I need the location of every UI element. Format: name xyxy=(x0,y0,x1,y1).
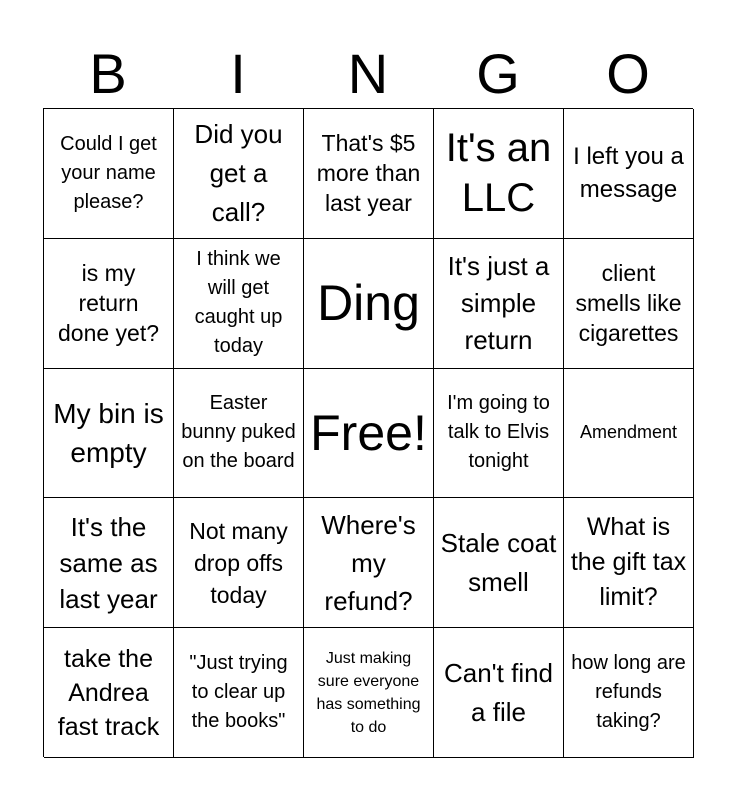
bingo-header xyxy=(43,40,693,108)
cell-text: how long are refunds taking? xyxy=(571,652,686,733)
bingo-cell-r1-c0[interactable] xyxy=(44,239,174,369)
cell-text: client smells like cigarettes xyxy=(575,260,682,347)
bingo-cell-r3-c2[interactable] xyxy=(304,498,434,628)
bingo-cell-r0-c3[interactable] xyxy=(434,109,564,239)
cell-text: Easter bunny puked on the board xyxy=(181,392,296,473)
bingo-cell-r4-c2[interactable] xyxy=(304,628,434,758)
cell-text: I'm going to talk to Elvis tonight xyxy=(447,392,550,473)
header-letter-i: I xyxy=(230,42,246,105)
cell-text: That's $5 more than last year xyxy=(316,130,421,217)
bingo-cell-r0-c2[interactable] xyxy=(304,109,434,239)
cell-text: is my return done yet? xyxy=(57,260,160,347)
bingo-cell-r1-c4[interactable] xyxy=(564,239,694,369)
cell-text: Where's my refund? xyxy=(321,509,416,616)
cell-text: take the Andrea fast track xyxy=(57,644,160,741)
header-letter-b: B xyxy=(89,42,127,105)
cell-text: What is the gift tax limit? xyxy=(570,513,687,612)
bingo-cell-r2-c4[interactable] xyxy=(564,369,694,499)
bingo-cell-r1-c1[interactable] xyxy=(174,239,304,369)
bingo-cell-r3-c1[interactable] xyxy=(174,498,304,628)
bingo-cell-r1-c2[interactable] xyxy=(304,239,434,369)
header-letter-o: O xyxy=(606,42,650,105)
cell-text: It's an LLC xyxy=(445,126,552,221)
header-letter-g: G xyxy=(476,42,520,105)
cell-text: Can't find a file xyxy=(443,657,554,727)
bingo-cell-r1-c3[interactable] xyxy=(434,239,564,369)
bingo-cell-r3-c4[interactable] xyxy=(564,498,694,628)
cell-text: Just making sure everyone has something to do xyxy=(316,649,421,736)
bingo-cell-r4-c0[interactable] xyxy=(44,628,174,758)
cell-text: I think we will get caught up today xyxy=(194,248,283,358)
bingo-cell-r4-c3[interactable] xyxy=(434,628,564,758)
cell-text: It's just a simple return xyxy=(447,250,550,355)
bingo-cell-r4-c1[interactable] xyxy=(174,628,304,758)
bingo-cell-r0-c0[interactable] xyxy=(44,109,174,239)
cell-text: Could I get your name please? xyxy=(60,132,157,213)
bingo-cell-r2-c3[interactable] xyxy=(434,369,564,499)
bingo-cell-r4-c4[interactable] xyxy=(564,628,694,758)
bingo-cell-r3-c0[interactable] xyxy=(44,498,174,628)
header-letter-n: N xyxy=(347,42,389,105)
bingo-cell-r2-c1[interactable] xyxy=(174,369,304,499)
cell-text: Not many drop offs today xyxy=(189,517,288,608)
cell-text: It's the same as last year xyxy=(59,511,158,614)
bingo-cell-r2-c2[interactable] xyxy=(304,369,434,499)
cell-text: My bin is empty xyxy=(53,397,164,468)
cell-text: Stale coat smell xyxy=(440,527,557,597)
cell-text: "Just trying to clear up the books" xyxy=(189,652,288,733)
bingo-cell-r3-c3[interactable] xyxy=(434,498,564,628)
cell-text: Ding xyxy=(317,275,420,332)
free-space-cell: Free! xyxy=(310,404,427,461)
bingo-cell-r0-c1[interactable] xyxy=(174,109,304,239)
bingo-cell-r2-c0[interactable] xyxy=(44,369,174,499)
cell-text: Did you get a call? xyxy=(194,118,283,227)
cell-text: I left you a message xyxy=(573,143,684,204)
bingo-cell-r0-c4[interactable] xyxy=(564,109,694,239)
cell-text: Amendment xyxy=(579,422,678,443)
bingo-card-grid xyxy=(43,108,693,757)
